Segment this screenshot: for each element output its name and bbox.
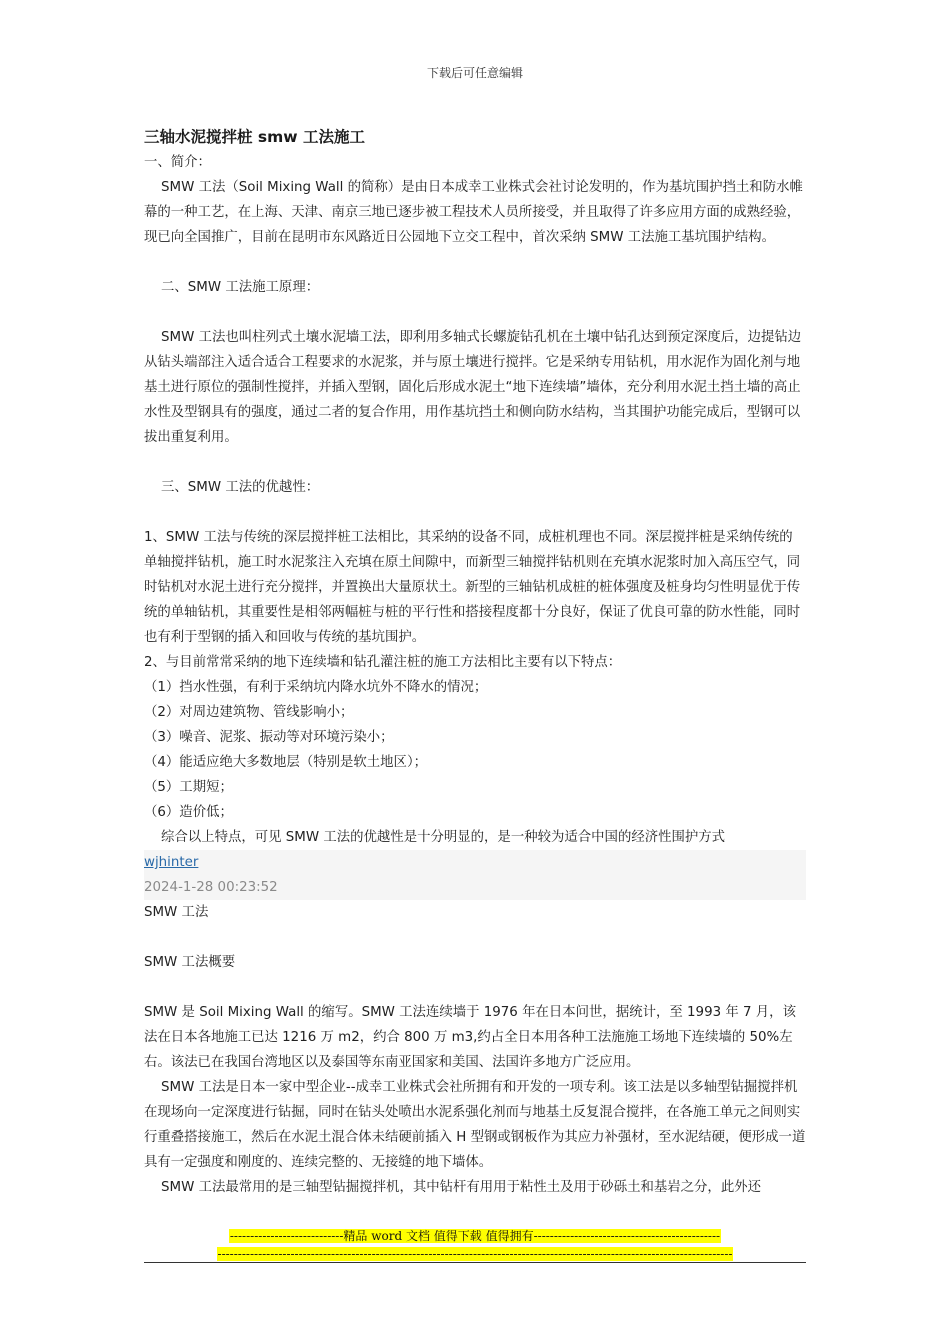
footer-highlight-line-1: ----------------------------精品 word 文档 值得下载 值得拥有---------------------------------------------- xyxy=(229,1229,721,1243)
section-heading-advantages: 三、SMW 工法的优越性： xyxy=(161,480,320,495)
spacer xyxy=(144,450,806,475)
advantages-summary: 综合以上特点，可见 SMW 工法的优越性是十分明显的，是一种较为适合中国的经济性围护方式 xyxy=(161,830,726,845)
advantages-paragraph-2: 2、与目前常常采纳的地下连续墙和钻孔灌注桩的施工方法相比主要有以下特点： xyxy=(144,655,622,670)
feature-item: （4）能适应绝大多数地层（特别是软土地区）； xyxy=(144,755,428,770)
section-heading-intro: 一、简介： xyxy=(144,155,211,170)
overview-paragraph-2: SMW 工法是日本一家中型企业--成幸工业株式会社所拥有和开发的一项专利。该工法是以多轴型钻掘搅拌机在现场向一定深度进行钻掘，同时在钻头处喷出水泥系强化剂而与地基土反复混合搅拌，在各施工单元之间则实行重叠搭接施工，然后在水泥土混合体未结硬前插入 H 型钢或钢板作为其应力补强材，至水泥结硬，便形成一道具有一定强度和刚度的、连续完整的、无接缝的地下墙体。 xyxy=(144,1080,806,1170)
feature-item: （2）对周边建筑物、管线影响小； xyxy=(144,705,354,720)
footer-banner xyxy=(144,1227,806,1263)
overview-paragraph-3: SMW 工法最常用的是三轴型钻掘搅拌机，其中钻杆有用用于粘性土及用于砂砾土和基岩之分，此外还 xyxy=(161,1180,761,1195)
spacer xyxy=(144,300,806,325)
advantages-paragraph-1: 1、SMW 工法与传统的深层搅拌桩工法相比，其采纳的设备不同，成桩机理也不同。深层搅拌桩是采纳传统的单轴搅拌钻机，施工时水泥浆注入充填在原土间隙中，而新型三轴搅拌钻机则在充填水泥浆时加入高压空气，同时钻机对水泥土进行充分搅拌，并置换出大量原状土。新型的三轴钻机成桩的桩体强度及桩身均匀性明显优于传统的单轴钻机，其重要性是相邻两幅桩与桩的平行性和搭接程度都十分良好，保证了优良可靠的防水性能，同时也有利于型钢的插入和回收与传统的基坑围护。 xyxy=(144,530,801,645)
page-header: 下载后可任意编辑 xyxy=(426,66,523,80)
footer-highlight-line-2: ------------------------------------------------------------------------------------------------------------------------------- xyxy=(217,1247,733,1261)
feature-item: （5）工期短； xyxy=(144,780,233,795)
document-body xyxy=(144,124,806,1200)
overview-heading: SMW 工法概要 xyxy=(144,955,236,970)
spacer xyxy=(144,925,806,950)
principle-paragraph: SMW 工法也叫柱列式土壤水泥墙工法，即利用多轴式长螺旋钻孔机在土壤中钻孔达到预定深度后，边提钻边从钻头端部注入适合适合工程要求的水泥浆，并与原土壤进行搅拌。它是采纳专用钻机，用水泥作为固化剂与地基土进行原位的强制性搅拌，并插入型钢，固化后形成水泥土“地下连续墙”墙体，充分利用水泥土挡土墙的高止水性及型钢具有的强度，通过二者的复合作用，用作基坑挡土和侧向防水结构，当其围护功能完成后，型钢可以拔出重复利用。 xyxy=(144,330,802,445)
section-heading-principle: 二、SMW 工法施工原理： xyxy=(161,280,320,295)
spacer xyxy=(144,975,806,1000)
document-title: 三轴水泥搅拌桩 smw 工法施工 xyxy=(144,128,365,146)
intro-paragraph: SMW 工法（Soil Mixing Wall 的简称）是由日本成幸工业株式会社讨论发明的，作为基坑围护挡土和防水帷幕的一种工艺，在上海、天津、南京三地已逐步被工程技术人员所接受，并且取得了许多应用方面的成熟经验，现已向全国推广，目前在昆明市东风路近日公园地下立交工程中，首次采纳 SMW 工法施工基坑围护结构。 xyxy=(144,180,803,245)
feature-item: （1）挡水性强，有利于采纳坑内降水坑外不降水的情况； xyxy=(144,680,488,695)
feature-item: （3）噪音、泥浆、振动等对环境污染小； xyxy=(144,730,394,745)
post-timestamp: 2024-1-28 00:23:52 xyxy=(144,880,278,895)
author-link[interactable]: wjhinter xyxy=(144,855,199,870)
footer-divider xyxy=(144,1262,806,1263)
spacer xyxy=(144,250,806,275)
overview-paragraph-1: SMW 是 Soil Mixing Wall 的缩写。SMW 工法连续墙于 1976 年在日本问世，据统计，至 1993 年 7 月，该法在日本各地施工已达 1216 万 m2，约合 800 万 m3,约占全日本用各种工法施施工场地下连续墙的 50%左右。该法已在我国台湾地区以及泰国等东南亚国家和美国、法国许多地方广泛应用。 xyxy=(144,1005,796,1070)
smw-label: SMW 工法 xyxy=(144,905,209,920)
post-meta xyxy=(144,850,806,900)
feature-item: （6）造价低； xyxy=(144,805,233,820)
spacer xyxy=(144,500,806,525)
